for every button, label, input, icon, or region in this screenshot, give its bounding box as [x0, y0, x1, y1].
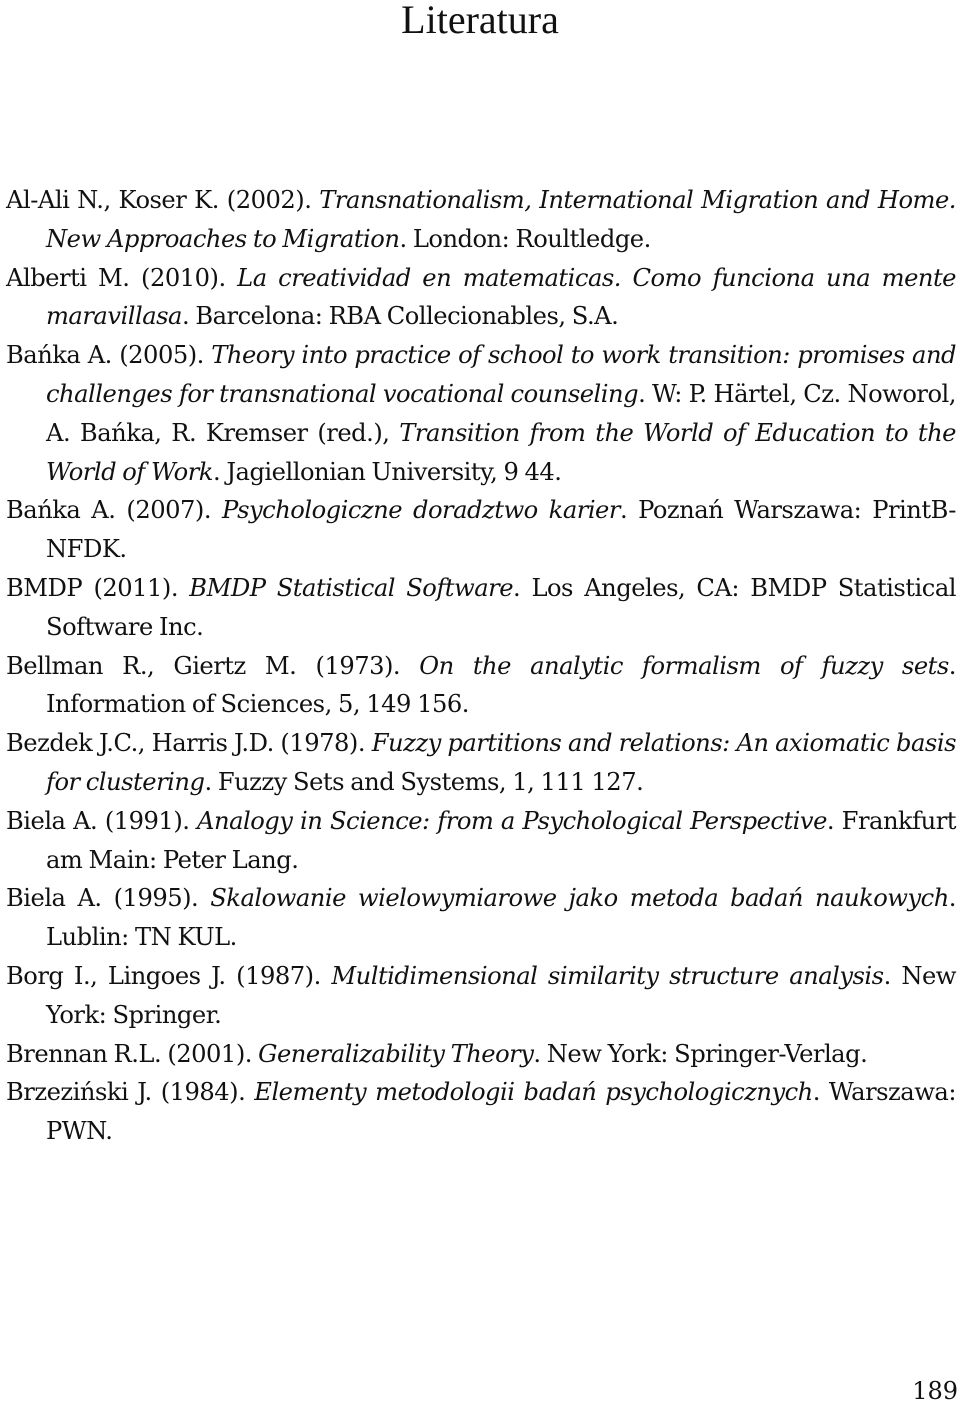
reference-item [6, 1073, 956, 1151]
reference-title: La creatividad en matematicas. Como funciona una mente maravillasa [46, 263, 956, 331]
reference-publisher: . W: P. Härtel, Cz. Noworol, A. Bańka, R. Kremser (red.), [46, 379, 956, 447]
reference-item [6, 957, 956, 1035]
reference-publisher: . Information of Sciences, 5, 149 156. [46, 651, 956, 719]
reference-book-title: Transition from the World of Education to the World of Work [46, 418, 956, 486]
reference-title: Elementy metodologii badań psychologicznych [254, 1078, 813, 1107]
reference-item [6, 336, 956, 491]
page-title: Literatura [401, 0, 559, 42]
reference-item [6, 879, 956, 957]
reference-title: Fuzzy partitions and relations: An axiomatic basis for clustering [46, 729, 956, 796]
reference-authors: BMDP (2011). [6, 573, 179, 602]
reference-authors: Bańka A. (2007). [6, 496, 212, 525]
reference-authors: Bellman R., Giertz M. (1973). [6, 651, 401, 680]
reference-publisher: . Lublin: TN KUL. [46, 884, 956, 952]
reference-publisher: . New York: Springer-Verlag. [533, 1039, 868, 1068]
reference-item [6, 724, 956, 802]
reference-publisher: . Fuzzy Sets and Systems, 1, 111 127. [204, 767, 644, 796]
reference-item [6, 802, 956, 880]
reference-title: BMDP Statistical Software [189, 573, 514, 602]
reference-title: Multidimensional similarity structure analysis [331, 961, 884, 990]
page-number: 189 [912, 1377, 958, 1405]
reference-title: Psychologiczne doradztwo karier [221, 496, 620, 525]
reference-title: On the analytic formalism of fuzzy sets [419, 651, 949, 680]
reference-authors: Alberti M. (2010). [6, 263, 226, 292]
reference-publisher: . Warszawa: PWN. [46, 1078, 956, 1146]
reference-publisher: . New York: Springer. [46, 961, 956, 1029]
reference-publisher: . Poznań Warszawa: PrintB-NFDK. [46, 496, 956, 564]
reference-authors: Biela A. (1995). [6, 884, 199, 913]
reference-authors: Borg I., Lingoes J. (1987). [6, 961, 321, 990]
reference-authors: Brennan R.L. (2001). [6, 1039, 252, 1068]
reference-title: Skalowanie wielowymiarowe jako metoda badań naukowych [210, 884, 949, 913]
reference-item [6, 1035, 956, 1074]
reference-authors: Biela A. (1991). [6, 806, 190, 835]
reference-title: Theory into practice of school to work transition: promises and challenges for transnational vocational counseling [46, 341, 957, 408]
reference-item [6, 491, 956, 569]
reference-authors: Al-Ali N., Koser K. (2002). [6, 186, 312, 214]
reference-item [6, 259, 956, 337]
reference-book-publisher: . Jagiellonian University, 9 44. [212, 457, 562, 486]
reference-publisher: . Barcelona: RBA Collecionables, S.A. [181, 302, 619, 331]
reference-authors: Brzeziński J. (1984). [6, 1078, 246, 1107]
reference-item [6, 647, 956, 725]
reference-publisher: . Los Angeles, CA: BMDP Statistical Software Inc. [46, 573, 956, 641]
reference-title: Generalizability Theory [258, 1039, 534, 1068]
reference-title: Transnationalism, International Migration and Home. New Approaches to Migration [46, 186, 956, 253]
reference-publisher: . London: Roultledge. [399, 224, 651, 253]
reference-item [6, 569, 956, 647]
reference-item [6, 181, 956, 259]
reference-authors: Bezdek J.C., Harris J.D. (1978). [6, 729, 366, 758]
reference-publisher: . Frankfurt am Main: Peter Lang. [46, 806, 956, 874]
reference-title: Analogy in Science: from a Psychological Perspective [197, 806, 827, 835]
reference-list [6, 181, 956, 1151]
reference-authors: Bańka A. (2005). [6, 341, 204, 370]
